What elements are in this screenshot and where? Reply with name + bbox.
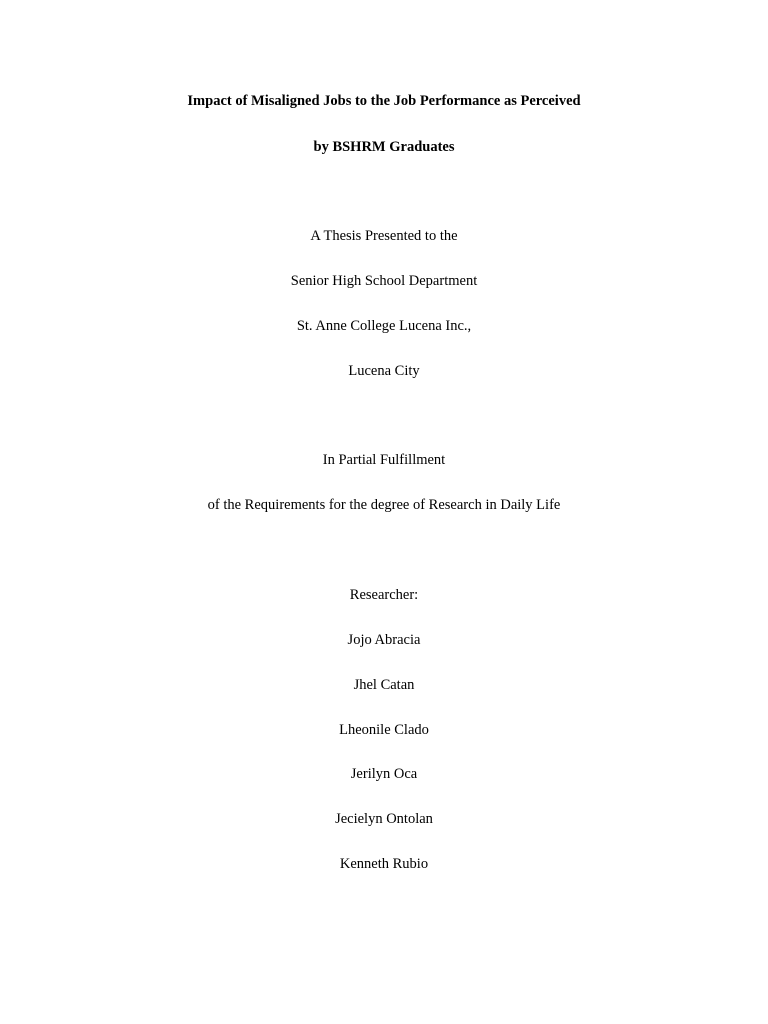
fulfillment-line-1: In Partial Fulfillment	[322, 452, 446, 468]
researcher-name: Jojo Abracia	[347, 632, 421, 648]
thesis-title-line-1: Impact of Misaligned Jobs to the Job Performance as Perceived	[187, 93, 581, 109]
researcher-name: Jerilyn Oca	[350, 766, 418, 782]
presentation-institution: St. Anne College Lucena Inc.,	[296, 318, 472, 334]
researcher-name: Lheonile Clado	[339, 722, 429, 738]
thesis-title-line-2: by BSHRM Graduates	[313, 139, 455, 155]
researcher-name: Kenneth Rubio	[339, 856, 429, 872]
researcher-label: Researcher:	[349, 587, 419, 603]
researcher-name: Jhel Catan	[353, 677, 415, 693]
presentation-city: Lucena City	[348, 363, 420, 379]
presentation-department: Senior High School Department	[290, 273, 478, 289]
researcher-name: Jecielyn Ontolan	[335, 811, 433, 827]
fulfillment-line-2: of the Requirements for the degree of Research in Daily Life	[207, 497, 561, 513]
presentation-line-1: A Thesis Presented to the	[310, 228, 458, 244]
